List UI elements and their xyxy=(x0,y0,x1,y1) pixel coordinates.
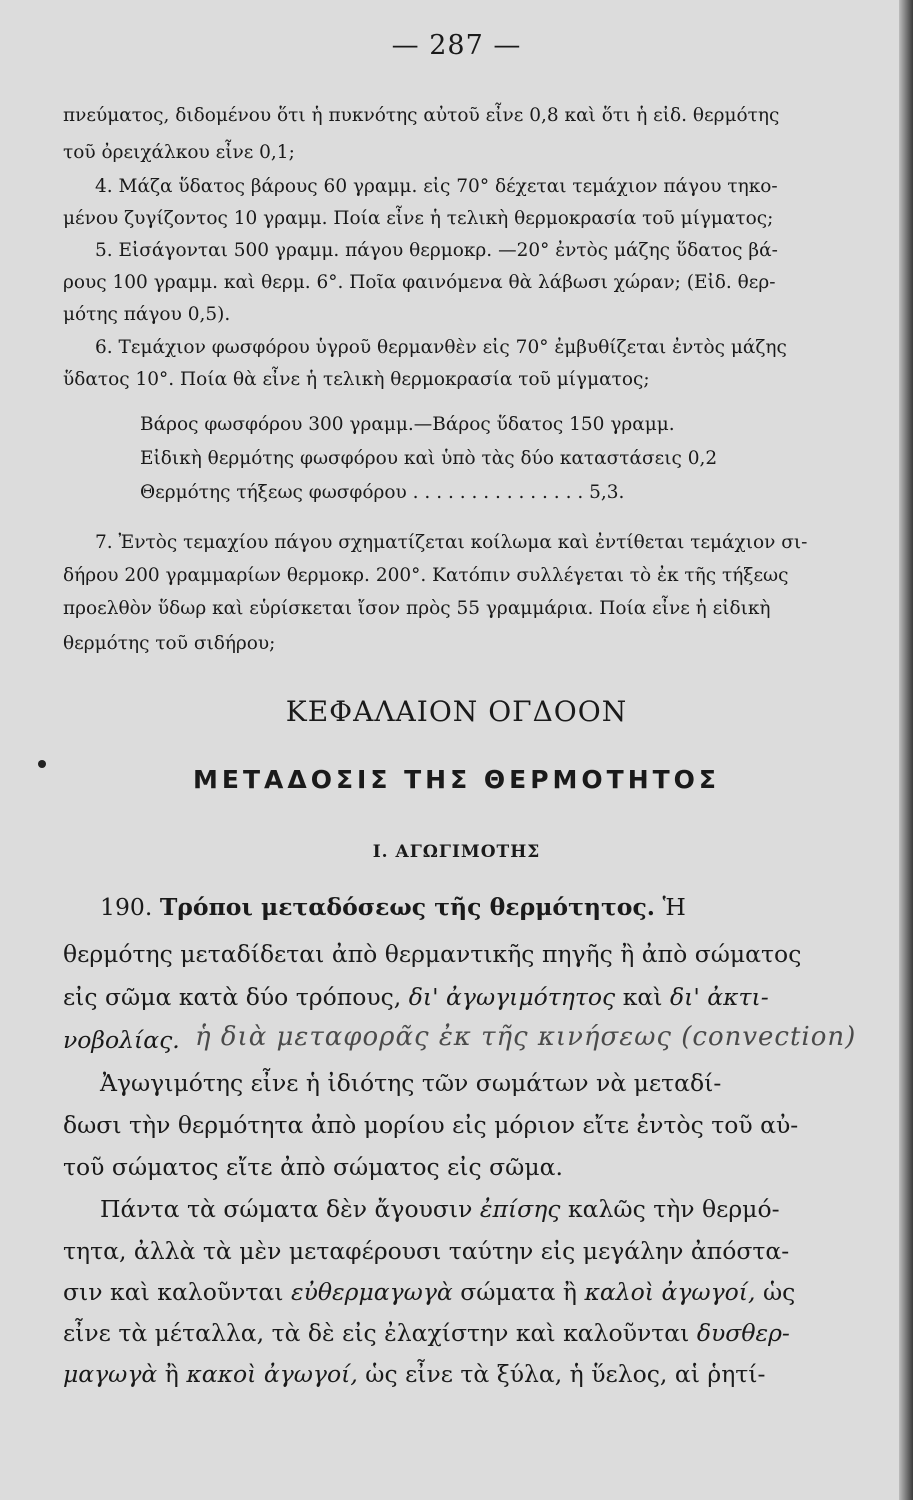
text-line xyxy=(63,1360,765,1388)
text-line: 5. Εἰσάγονται 500 γραμμ. πάγου θερμοκρ. —20° ἐντὸς μάζης ὕδατος βά- xyxy=(95,240,778,261)
text-line: τοῦ σώματος εἴτε ἀπὸ σώματος εἰς σῶμα. xyxy=(63,1153,563,1181)
text-line: πνεύματος, διδομένου ὅτι ἡ πυκνότης αὐτοῦ εἶνε 0,8 καὶ ὅτι ἡ εἰδ. θερμότης xyxy=(63,105,780,126)
italic-term: ἐπίσης xyxy=(479,1195,561,1223)
text-line: τοῦ ὀρειχάλκου εἶνε 0,1; xyxy=(63,142,295,163)
text-line: δωσι τὴν θερμότητα ἀπὸ μορίου εἰς μόριον εἴτε ἐντὸς τοῦ αὐ- xyxy=(63,1111,799,1139)
italic-term: κακοὶ ἀγωγοί, xyxy=(186,1360,358,1388)
text-line: τητα, ἀλλὰ τὰ μὲν μεταφέρουσι ταύτην εἰς μεγάλην ἀπόστα- xyxy=(63,1237,790,1265)
text-span: Πάντα τὰ σώματα δὲν ἄγουσιν xyxy=(100,1195,473,1223)
paragraph-number: 190. xyxy=(100,893,153,921)
text-line xyxy=(63,1026,180,1054)
text-line: προελθὸν ὕδωρ καὶ εὑρίσκεται ἴσον πρὸς 55 γραμμάρια. Ποία εἶνε ἡ εἰδικὴ xyxy=(63,598,771,619)
italic-term: δι' ἀγωγιμότητος xyxy=(408,983,616,1011)
text-line: ὕδατος 10°. Ποία θὰ εἶνε ἡ τελικὴ θερμοκρασία τοῦ μίγματος; xyxy=(63,369,650,390)
chapter-title: ΚΕΦΑΛΑΙΟΝ ΟΓΔΟΟΝ xyxy=(285,695,628,728)
text-span: ὡς xyxy=(762,1278,796,1306)
paragraph-title: Τρόποι μεταδόσεως τῆς θερμότητος. xyxy=(159,893,655,921)
text-line: ρους 100 γραμμ. καὶ θερμ. 6°. Ποῖα φαινόμενα θὰ λάβωσι χώραν; (Εἰδ. θερ- xyxy=(63,272,776,293)
chapter-subtitle: ΜΕΤΑΔΟΣΙΣ ΤΗΣ ΘΕΡΜΟΤΗΤΟΣ xyxy=(192,765,721,794)
text-line: Ἀγωγιμότης εἶνε ἡ ἰδιότης τῶν σωμάτων νὰ μεταδί- xyxy=(100,1069,722,1097)
text-span: καλῶς τὴν θερμό- xyxy=(567,1195,780,1223)
text-span: σώματα ἢ xyxy=(460,1278,577,1306)
text-line: 4. Μάζα ὕδατος βάρους 60 γραμμ. εἰς 70° δέχεται τεμάχιον πάγου τηκο- xyxy=(95,176,778,197)
text-line xyxy=(63,983,769,1011)
text-line: 7. Ἐντὸς τεμαχίου πάγου σχηματίζεται κοίλωμα καὶ ἐντίθεται τεμάχιον σι- xyxy=(95,532,808,553)
text-line: δήρου 200 γραμμαρίων θερμοκρ. 200°. Κατόπιν συλλέγεται τὸ ἐκ τῆς τήξεως xyxy=(63,565,789,586)
paragraph-lead: Ἡ xyxy=(662,893,686,921)
data-line: Θερμότης τήξεως φωσφόρου . . . . . . . . . . . . . . . 5,3. xyxy=(140,482,625,503)
text-line: 6. Τεμάχιον φωσφόρου ὑγροῦ θερμανθὲν εἰς 70° ἐμβυθίζεται ἐντὸς μάζης xyxy=(95,337,787,358)
text-span: καὶ xyxy=(622,983,663,1011)
italic-term: νοβολίας. xyxy=(63,1026,180,1054)
italic-term: μαγωγὰ xyxy=(63,1360,158,1388)
text-span: σιν καὶ καλοῦνται xyxy=(63,1278,284,1306)
text-span: ὡς εἶνε τὰ ξύλα, ἡ ὕελος, αἱ ῥητί- xyxy=(365,1360,766,1388)
italic-term: καλοὶ ἀγωγοί, xyxy=(584,1278,756,1306)
text-line: μότης πάγου 0,5). xyxy=(63,304,231,325)
text-line xyxy=(63,1278,795,1306)
italic-term: εὐθερμαγωγὰ xyxy=(291,1278,453,1306)
page-number: — 287 — xyxy=(391,30,522,61)
data-line: Βάρος φωσφόρου 300 γραμμ.—Βάρος ὕδατος 150 γραμμ. xyxy=(140,414,675,435)
page-edge-shadow xyxy=(899,0,913,1500)
text-line: μένου ζυγίζοντος 10 γραμμ. Ποία εἶνε ἡ τελικὴ θερμοκρασία τοῦ μίγματος; xyxy=(63,208,774,229)
handwritten-annotation: ἡ διὰ μεταφορᾶς ἐκ τῆς κινήσεως (convection) xyxy=(195,1022,857,1052)
text-span: εἰς σῶμα κατὰ δύο τρόπους, xyxy=(63,983,402,1011)
text-span: ἢ xyxy=(164,1360,179,1388)
text-line: θερμότης τοῦ σιδήρου; xyxy=(63,633,276,654)
section-title: Ι. ΑΓΩΓΙΜΟΤΗΣ xyxy=(372,842,541,862)
text-line xyxy=(63,1319,790,1347)
text-line: θερμότης μεταδίδεται ἀπὸ θερμαντικῆς πηγῆς ἢ ἀπὸ σώματος xyxy=(63,940,802,968)
italic-term: δυσθερ- xyxy=(696,1319,790,1347)
data-line: Εἰδικὴ θερμότης φωσφόρου καὶ ὑπὸ τὰς δύο καταστάσεις 0,2 xyxy=(140,448,718,469)
text-span: εἶνε τὰ μέταλλα, τὰ δὲ εἰς ἐλαχίστην καὶ καλοῦνται xyxy=(63,1319,690,1347)
italic-term: δι' ἀκτι- xyxy=(669,983,769,1011)
paragraph-heading xyxy=(100,893,686,921)
text-line xyxy=(100,1195,780,1223)
